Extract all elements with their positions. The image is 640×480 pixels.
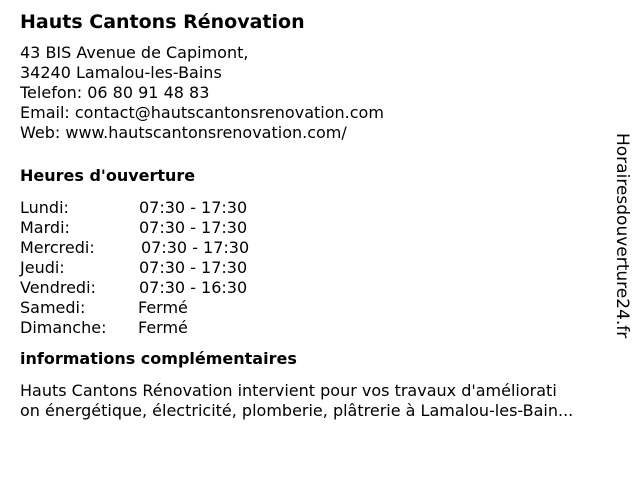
hours-row-sunday [20, 318, 620, 338]
hours-value: Fermé [138, 318, 188, 337]
description-line-1: Hauts Cantons Rénovation intervient pour vos travaux d'améliorati [20, 381, 557, 400]
hours-value: 07:30 - 17:30 [139, 198, 248, 217]
address-line-2: 34240 Lamalou-les-Bains [20, 63, 222, 82]
hours-value: 07:30 - 17:30 [139, 258, 248, 277]
day-label: Vendredi: [20, 278, 96, 297]
day-label: Mardi: [20, 218, 70, 237]
day-label: Lundi: [20, 198, 69, 217]
hours-value: Fermé [138, 298, 188, 317]
hours-value: 07:30 - 16:30 [139, 278, 248, 297]
website-url: Web: www.hautscantonsrenovation.com/ [20, 123, 347, 142]
hours-row-monday [20, 198, 620, 218]
email-address: Email: contact@hautscantonsrenovation.com [20, 103, 384, 122]
site-watermark: Horairesdouverture24.fr [612, 133, 632, 339]
description-line-2: on énergétique, électricité, plomberie, plâtrerie à Lamalou-les-Bain... [20, 401, 574, 420]
day-label: Samedi: [20, 298, 86, 317]
day-label: Dimanche: [20, 318, 107, 337]
business-name: Hauts Cantons Rénovation [20, 11, 305, 33]
address-line-1: 43 BIS Avenue de Capimont, [20, 43, 249, 62]
opening-hours-heading: Heures d'ouverture [20, 166, 196, 185]
business-card [20, 10, 620, 421]
opening-hours-table [20, 198, 620, 338]
hours-row-friday [20, 278, 620, 298]
hours-row-wednesday [20, 238, 620, 258]
hours-row-tuesday [20, 218, 620, 238]
phone-number: Telefon: 06 80 91 48 83 [20, 83, 210, 102]
additional-info-heading: informations complémentaires [20, 349, 297, 368]
day-label: Mercredi: [20, 238, 95, 257]
hours-value: 07:30 - 17:30 [139, 218, 248, 237]
hours-value: 07:30 - 17:30 [141, 238, 250, 257]
hours-row-thursday [20, 258, 620, 278]
day-label: Jeudi: [20, 258, 65, 277]
hours-row-saturday [20, 298, 620, 318]
